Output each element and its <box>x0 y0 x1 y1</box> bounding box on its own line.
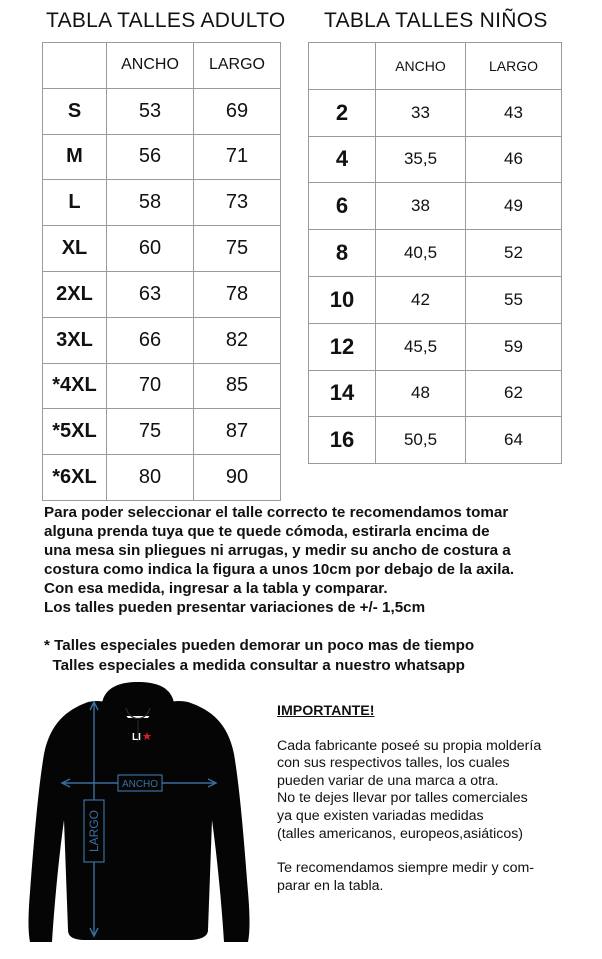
ancho-cell: 58 <box>107 180 194 226</box>
size-cell: 10 <box>309 276 376 323</box>
measuring-instructions <box>44 503 602 617</box>
largo-cell: 64 <box>466 417 562 464</box>
table-row <box>43 271 281 317</box>
size-cell: 8 <box>309 230 376 277</box>
table-row <box>309 183 562 230</box>
largo-cell: 82 <box>194 317 281 363</box>
largo-cell: 59 <box>466 323 562 370</box>
largo-cell: 43 <box>466 89 562 136</box>
instruction-line: Los talles pueden presentar variaciones de +/- 1,5cm <box>44 599 426 616</box>
size-cell: 16 <box>309 417 376 464</box>
table-row <box>309 417 562 464</box>
important-notice <box>277 703 597 895</box>
kids-size-table <box>308 42 562 464</box>
special-note-line: * Talles especiales pueden demorar un poco mas de tiempo <box>44 637 475 654</box>
important-line: (talles americanos, europeos,asiáticos) <box>277 825 524 842</box>
important-line: parar en la tabla. <box>277 877 384 894</box>
ancho-cell: 42 <box>376 276 466 323</box>
important-line: con sus respectivos talles, los cuales <box>277 755 510 772</box>
largo-cell: 85 <box>194 363 281 409</box>
important-line: ya que existen variadas medidas <box>277 807 484 824</box>
size-cell: 2 <box>309 89 376 136</box>
table-row <box>43 226 281 272</box>
hoodie-shape <box>29 682 250 942</box>
table-row <box>43 409 281 455</box>
ancho-cell: 53 <box>107 88 194 134</box>
largo-cell: 87 <box>194 409 281 455</box>
hoodie-measurement-illustration <box>28 680 260 952</box>
adult-size-table <box>42 42 281 501</box>
important-line: Cada fabricante poseé su propia moldería <box>277 737 542 754</box>
largo-cell: 78 <box>194 271 281 317</box>
instruction-line: Con esa medida, ingresar a la tabla y comparar. <box>44 580 388 597</box>
table-row <box>43 363 281 409</box>
ancho-cell: 60 <box>107 226 194 272</box>
table-row <box>309 136 562 183</box>
special-note-line: Talles especiales a medida consultar a nuestro whatsapp <box>44 657 465 674</box>
table-row <box>309 89 562 136</box>
size-cell: *5XL <box>43 409 107 455</box>
table-row <box>309 323 562 370</box>
ancho-cell: 70 <box>107 363 194 409</box>
largo-cell: 73 <box>194 180 281 226</box>
ancho-cell: 33 <box>376 89 466 136</box>
size-cell: 6 <box>309 183 376 230</box>
table-row <box>43 317 281 363</box>
ancho-cell: 48 <box>376 370 466 417</box>
largo-cell: 90 <box>194 455 281 501</box>
size-cell: M <box>43 134 107 180</box>
largo-cell: 62 <box>466 370 562 417</box>
column-header: ANCHO <box>376 43 466 90</box>
ancho-cell: 40,5 <box>376 230 466 277</box>
largo-cell: 75 <box>194 226 281 272</box>
size-cell: 4 <box>309 136 376 183</box>
column-header: LARGO <box>466 43 562 90</box>
header-blank-cell <box>43 43 107 89</box>
column-header: ANCHO <box>107 43 194 89</box>
ancho-cell: 80 <box>107 455 194 501</box>
important-heading: IMPORTANTE! <box>277 703 375 719</box>
instruction-line: una mesa sin pliegues ni arrugas, y medir su ancho de costura a <box>44 542 511 559</box>
header-blank-cell <box>309 43 376 90</box>
ancho-cell: 75 <box>107 409 194 455</box>
column-header: LARGO <box>194 43 281 89</box>
ancho-cell: 50,5 <box>376 417 466 464</box>
special-sizes-note <box>44 636 474 676</box>
important-line: pueden variar de una marca a otra. <box>277 772 499 789</box>
largo-cell: 52 <box>466 230 562 277</box>
table-row <box>43 88 281 134</box>
important-line: Te recomendamos siempre medir y com- <box>277 860 535 877</box>
largo-cell: 49 <box>466 183 562 230</box>
largo-cell: 71 <box>194 134 281 180</box>
ancho-cell: 45,5 <box>376 323 466 370</box>
svg-text:LI: LI <box>132 732 141 743</box>
ancho-cell: 38 <box>376 183 466 230</box>
kids-table-title: TABLA TALLES NIÑOS <box>324 9 548 32</box>
instruction-line: costura como indica la figura a unos 10cm por debajo de la axila. <box>44 561 515 578</box>
table-row <box>43 455 281 501</box>
size-cell: *6XL <box>43 455 107 501</box>
ancho-cell: 35,5 <box>376 136 466 183</box>
table-row <box>43 180 281 226</box>
length-label: LARGO <box>87 809 101 853</box>
size-cell: XL <box>43 226 107 272</box>
table-row <box>43 134 281 180</box>
size-cell: *4XL <box>43 363 107 409</box>
table-header-row <box>43 43 281 89</box>
table-header-row <box>309 43 562 90</box>
ancho-cell: 63 <box>107 271 194 317</box>
size-cell: 12 <box>309 323 376 370</box>
size-cell: L <box>43 180 107 226</box>
table-row <box>309 230 562 277</box>
ancho-cell: 56 <box>107 134 194 180</box>
size-cell: 14 <box>309 370 376 417</box>
important-line: No te dejes llevar por talles comerciales <box>277 790 528 807</box>
largo-cell: 55 <box>466 276 562 323</box>
size-cell: S <box>43 88 107 134</box>
size-cell: 3XL <box>43 317 107 363</box>
instruction-line: Para poder seleccionar el talle correcto te recomendamos tomar <box>44 504 509 521</box>
size-cell: 2XL <box>43 271 107 317</box>
ancho-cell: 66 <box>107 317 194 363</box>
table-row <box>309 370 562 417</box>
adult-table-title: TABLA TALLES ADULTO <box>46 9 286 32</box>
largo-cell: 46 <box>466 136 562 183</box>
instruction-line: alguna prenda tuya que te quede cómoda, estirarla encima de <box>44 523 490 540</box>
table-row <box>309 276 562 323</box>
largo-cell: 69 <box>194 88 281 134</box>
width-label: ANCHO <box>121 779 159 790</box>
